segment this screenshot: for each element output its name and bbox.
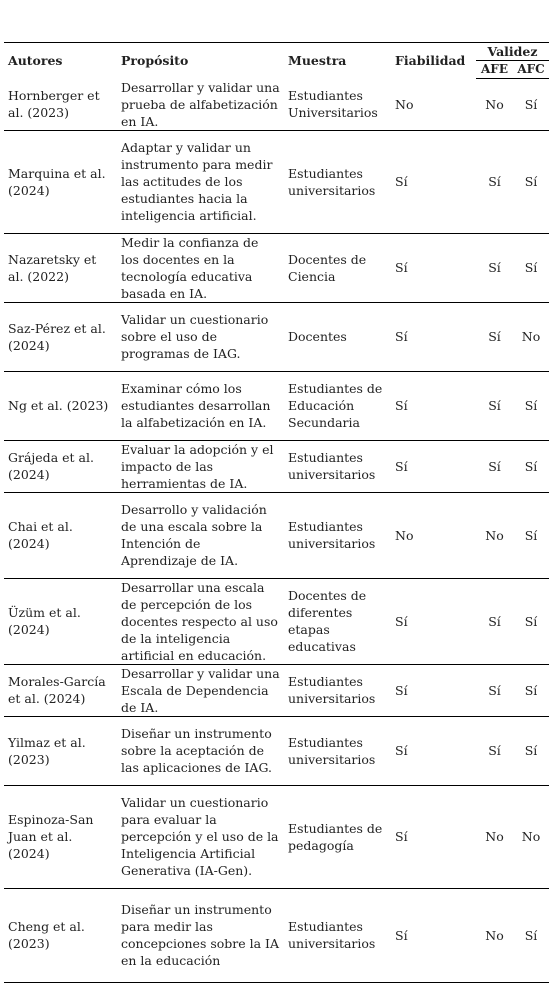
cell-afc: Sí xyxy=(513,130,549,233)
cell-afe: Sí xyxy=(476,578,513,664)
header-autores: Autores xyxy=(4,43,117,79)
cell-autores: Nazaretsky et al. (2022) xyxy=(4,233,117,302)
cell-proposito: Examinar cómo los estudiantes desarrollan la alfabetización en IA. xyxy=(117,371,284,440)
table-row xyxy=(4,716,549,785)
cell-autores: Üzüm et al. (2024) xyxy=(4,578,117,664)
cell-autores: Morales-García et al. (2024) xyxy=(4,664,117,716)
cell-proposito: Desarrollar y validar una Escala de Dependencia de IA. xyxy=(117,664,284,716)
cell-afe: No xyxy=(476,492,513,578)
cell-proposito: Validar un cuestionario sobre el uso de programas de IAG. xyxy=(117,302,284,371)
cell-autores: Espinoza-San Juan et al. (2024) xyxy=(4,785,117,888)
cell-proposito: Diseñar un instrumento para medir las concepciones sobre la IA en la educación xyxy=(117,888,284,982)
cell-muestra: Docentes de Ciencia xyxy=(284,233,391,302)
cell-proposito: Desarrollar una escala de percepción de los docentes respecto al uso de la inteligencia artificial en educación. xyxy=(117,578,284,664)
cell-fiabilidad: Sí xyxy=(391,440,476,492)
cell-muestra: Estudiantes universitarios xyxy=(284,492,391,578)
cell-afe: Sí xyxy=(476,130,513,233)
cell-fiabilidad: Sí xyxy=(391,130,476,233)
cell-autores: Yilmaz et al. (2023) xyxy=(4,716,117,785)
table-row xyxy=(4,233,549,302)
table-row xyxy=(4,888,549,982)
table-row xyxy=(4,302,549,371)
cell-afc: Sí xyxy=(513,716,549,785)
cell-afc: No xyxy=(513,785,549,888)
cell-afc: Sí xyxy=(513,492,549,578)
cell-muestra: Estudiantes de pedagogía xyxy=(284,785,391,888)
table-row xyxy=(4,440,549,492)
cell-afc: No xyxy=(513,302,549,371)
cell-muestra: Estudiantes universitarios xyxy=(284,664,391,716)
cell-muestra: Estudiantes universitarios xyxy=(284,440,391,492)
cell-fiabilidad: Sí xyxy=(391,302,476,371)
review-table xyxy=(4,42,549,983)
cell-afe: Sí xyxy=(476,664,513,716)
header-muestra: Muestra xyxy=(284,43,391,79)
header-afc: AFC xyxy=(513,61,549,79)
cell-afe: Sí xyxy=(476,716,513,785)
cell-fiabilidad: No xyxy=(391,79,476,131)
cell-afc: Sí xyxy=(513,79,549,131)
cell-fiabilidad: Sí xyxy=(391,371,476,440)
cell-proposito: Evaluar la adopción y el impacto de las herramientas de IA. xyxy=(117,440,284,492)
cell-fiabilidad: Sí xyxy=(391,888,476,982)
cell-autores: Grájeda et al. (2024) xyxy=(4,440,117,492)
cell-muestra: Docentes de diferentes etapas educativas xyxy=(284,578,391,664)
cell-fiabilidad: Sí xyxy=(391,664,476,716)
table-row xyxy=(4,371,549,440)
header-proposito: Propósito xyxy=(117,43,284,79)
cell-muestra: Estudiantes universitarios xyxy=(284,716,391,785)
cell-afc: Sí xyxy=(513,371,549,440)
cell-afc: Sí xyxy=(513,440,549,492)
cell-fiabilidad: Sí xyxy=(391,785,476,888)
cell-afe: No xyxy=(476,785,513,888)
header-validez: Validez xyxy=(476,43,549,61)
cell-fiabilidad: Sí xyxy=(391,578,476,664)
cell-autores: Ng et al. (2023) xyxy=(4,371,117,440)
table-row xyxy=(4,785,549,888)
cell-autores: Saz-Pérez et al. (2024) xyxy=(4,302,117,371)
table-row xyxy=(4,130,549,233)
cell-afc: Sí xyxy=(513,578,549,664)
cell-afe: No xyxy=(476,79,513,131)
cell-autores: Cheng et al. (2023) xyxy=(4,888,117,982)
cell-afe: Sí xyxy=(476,440,513,492)
cell-afc: Sí xyxy=(513,233,549,302)
cell-proposito: Medir la confianza de los docentes en la tecnología educativa basada en IA. xyxy=(117,233,284,302)
cell-proposito: Validar un cuestionario para evaluar la percepción y el uso de la Inteligencia Artificial Generativa (IA-Gen). xyxy=(117,785,284,888)
table-row xyxy=(4,492,549,578)
cell-proposito: Desarrollar y validar una prueba de alfabetización en IA. xyxy=(117,79,284,131)
cell-proposito: Desarrollo y validación de una escala sobre la Intención de Aprendizaje de IA. xyxy=(117,492,284,578)
cell-muestra: Docentes xyxy=(284,302,391,371)
cell-muestra: Estudiantes universitarios xyxy=(284,888,391,982)
cell-muestra: Estudiantes de Educación Secundaria xyxy=(284,371,391,440)
cell-afc: Sí xyxy=(513,888,549,982)
table-row xyxy=(4,664,549,716)
table-body xyxy=(4,79,549,983)
cell-proposito: Diseñar un instrumento sobre la aceptación de las aplicaciones de IAG. xyxy=(117,716,284,785)
cell-autores: Hornberger et al. (2023) xyxy=(4,79,117,131)
cell-proposito: Adaptar y validar un instrumento para medir las actitudes de los estudiantes hacia la inteligencia artificial. xyxy=(117,130,284,233)
table-row xyxy=(4,79,549,131)
cell-fiabilidad: Sí xyxy=(391,233,476,302)
header-afe: AFE xyxy=(476,61,513,79)
cell-afe: Sí xyxy=(476,371,513,440)
cell-fiabilidad: Sí xyxy=(391,716,476,785)
cell-muestra: Estudiantes universitarios xyxy=(284,130,391,233)
cell-fiabilidad: No xyxy=(391,492,476,578)
cell-autores: Chai et al. (2024) xyxy=(4,492,117,578)
cell-afe: Sí xyxy=(476,233,513,302)
table-row xyxy=(4,578,549,664)
cell-afe: No xyxy=(476,888,513,982)
cell-muestra: Estudiantes Universitarios xyxy=(284,79,391,131)
cell-autores: Marquina et al. (2024) xyxy=(4,130,117,233)
header-fiabilidad: Fiabilidad xyxy=(391,43,476,79)
cell-afc: Sí xyxy=(513,664,549,716)
table-header xyxy=(4,43,549,79)
cell-afe: Sí xyxy=(476,302,513,371)
